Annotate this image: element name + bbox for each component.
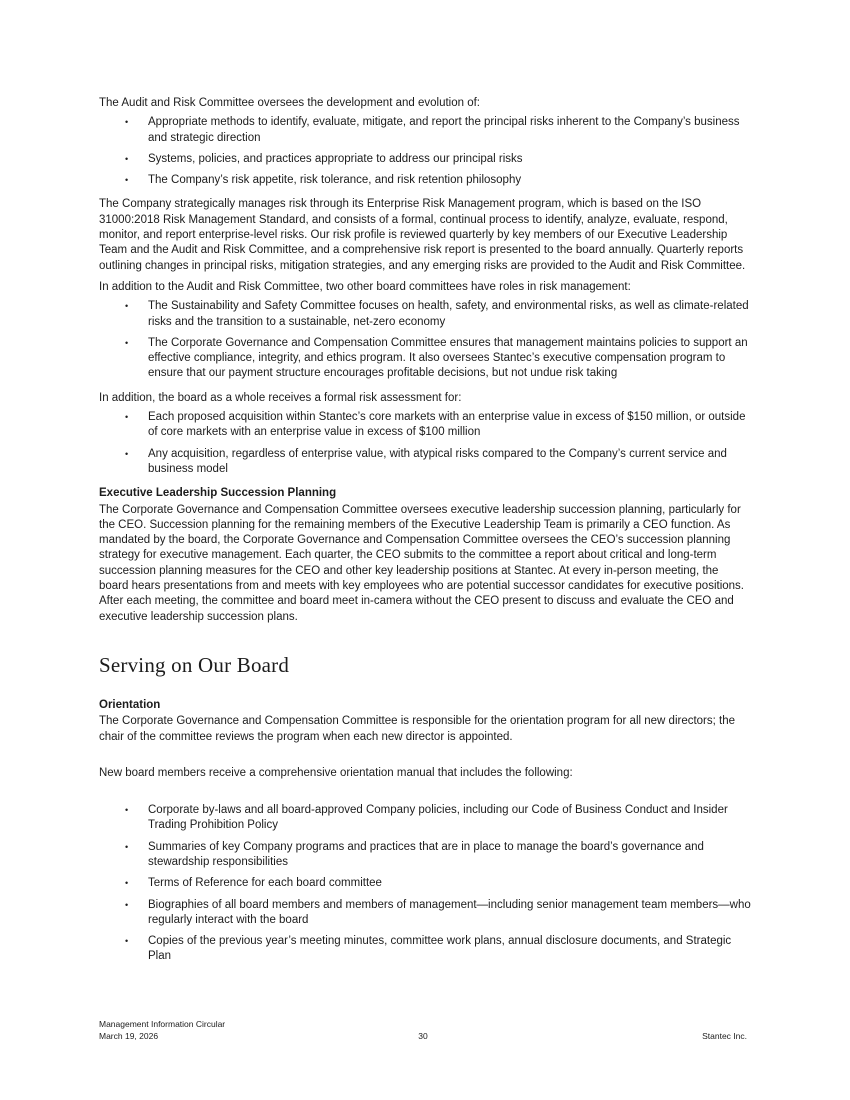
succession-paragraph: The Corporate Governance and Compensation Committee oversees executive leadership succession planning, particularly for the CEO. Succession planning for the remaining members of the Executive Leadership Team is primarily a CEO function. As mandated by the board, the Corporate Governance and Compensation Committee oversees the CEO’s succession planning strategy for executive management. Each quarter, the CEO submits to the committee a report about critical and long-term succession planning measures for the CEO and other key leadership positions at Stantec. At every in-person meeting, the board hears presentations from and meets with key employees who are potential successor candidates for executive positions. After each meeting, the committee and board meet in-camera without the CEO present to discuss and evaluate the CEO and executive leadership succession plans. [99,503,744,623]
footer-doc-title: Management Information Circular [99,1019,226,1029]
page-content [99,96,751,974]
list-item [99,173,751,188]
footer-company: Stantec Inc. [702,1030,747,1041]
blank-line [99,751,751,766]
list-item [99,299,751,330]
bullet-text: Biographies of all board members and members of management—including senior management team members—who regularly interact with the board [148,898,751,926]
list-item [99,876,751,891]
footer-left [99,1019,418,1042]
bullet-icon: • [125,337,129,348]
erm-paragraph: The Company strategically manages risk through its Enterprise Risk Management program, which is based on the ISO 31000:2018 Risk Management Standard, and consists of a formal, continual process to identify, analyze, evaluate, respond, monitor, and report enterprise-level risks. Our risk profile is reviewed quarterly by key members of our Executive Leadership Team and the Audit and Risk Committee, and a comprehensive risk report is presented to the board annually. Quarterly reports outlining changes in principal risks, mitigation strategies, and any emerging risks are provided to the Audit and Risk Committee. [99,198,746,272]
bullet-text: The Sustainability and Safety Committee focuses on health, safety, and environmental risks, as well as climate-related risks and the transition to a sustainable, net-zero economy [148,300,749,328]
bullet-text: The Company’s risk appetite, risk tolerance, and risk retention philosophy [148,174,522,187]
list-item [99,447,751,478]
list-item [99,803,751,834]
bullet-icon: • [125,153,129,164]
list-item [99,152,751,167]
serving-on-our-board-heading: Serving on Our Board [99,652,290,677]
risk-assessment-bullet-list [99,410,751,477]
bullet-text: Systems, policies, and practices appropriate to address our principal risks [148,152,523,165]
bullet-text: Appropriate methods to identify, evaluate, mitigate, and report the principal risks inherent to the Company’s business and strategic direction [148,116,740,144]
bullet-icon: • [125,117,129,128]
bullet-icon: • [125,841,129,852]
page-footer [99,1019,747,1042]
bullet-icon: • [125,805,129,816]
list-item [99,336,751,382]
footer-date: March 19, 2026 [99,1030,159,1041]
list-item [99,898,751,929]
bullet-text: Copies of the previous year’s meeting minutes, committee work plans, annual disclosure documents, and Strategic Plan [148,935,732,963]
blank-line [99,787,751,801]
bullet-text: Terms of Reference for each board committee [148,877,382,890]
footer-page-number: 30 [418,1030,428,1041]
bullet-icon: • [125,936,129,947]
bullet-icon: • [125,175,129,186]
succession-heading: Executive Leadership Succession Planning [99,487,337,500]
bullet-icon: • [125,412,129,423]
bullet-text: Summaries of key Company programs and practices that are in place to manage the board’s governance and stewardship responsibilities [148,840,704,868]
risk-assessment-lead: In addition, the board as a whole receives a formal risk assessment for: [99,391,462,404]
orientation-bullet-list [99,803,751,965]
list-item [99,115,751,146]
bullet-icon: • [125,301,129,312]
audit-committee-bullet-list [99,115,751,188]
bullet-text: The Corporate Governance and Compensation Committee ensures that management maintains policies to support an effective compliance, integrity, and ethics program. It also oversees Stantec’s executive compensation program to ensure that our payment structure encourages profitable decisions, but not undue risk taking [148,336,748,380]
orientation-paragraph-1: The Corporate Governance and Compensation Committee is responsible for the orientation program for all new directors; the chair of the committee reviews the program when each new director is appointed. [99,715,736,743]
audit-committee-lead: The Audit and Risk Committee oversees the development and evolution of: [99,97,480,109]
bullet-text: Corporate by-laws and all board-approved Company policies, including our Code of Business Conduct and Insider Trading Prohibition Policy [148,804,728,832]
orientation-heading: Orientation [99,698,161,711]
orientation-paragraph-2: New board members receive a comprehensive orientation manual that includes the following: [99,766,573,779]
bullet-icon: • [125,899,129,910]
other-committees-lead: In addition to the Audit and Risk Committee, two other board committees have roles in risk management: [99,280,631,293]
other-committees-bullet-list [99,299,751,381]
list-item [99,410,751,441]
list-item [99,840,751,871]
bullet-icon: • [125,878,129,889]
list-item [99,934,751,965]
bullet-icon: • [125,448,129,459]
bullet-text: Any acquisition, regardless of enterprise value, with atypical risks compared to the Company’s current service and business model [148,447,727,475]
bullet-text: Each proposed acquisition within Stantec’s core markets with an enterprise value in excess of $150 million, or outside of core markets with an enterprise value in excess of $100 million [148,411,746,439]
